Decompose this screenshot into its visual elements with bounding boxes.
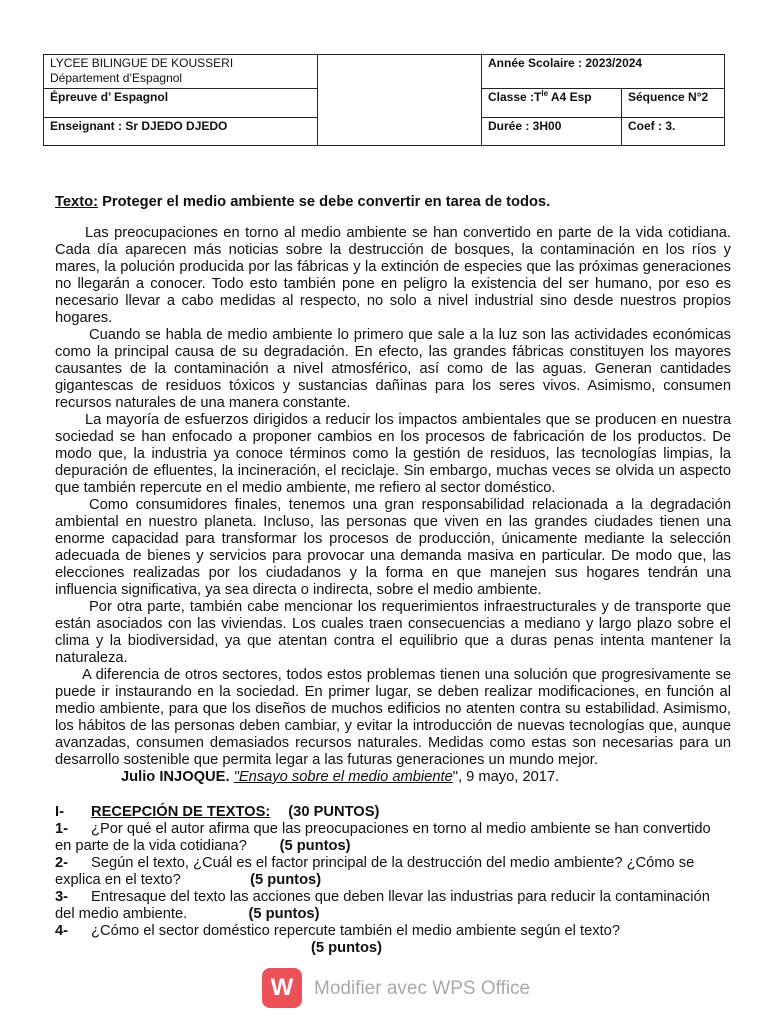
coefficient: Coef : 3. (622, 117, 725, 145)
header-table (43, 54, 725, 146)
teacher-name: Enseignant : Sr DJEDO DJEDO (44, 117, 318, 145)
blank-cell (318, 55, 482, 146)
wps-watermark (262, 968, 542, 1012)
section-heading: I- RECEPCIÓN DE TEXTOS: (30 PUNTOS) (55, 804, 380, 820)
school-year: Année Scolaire : 2023/2024 (482, 55, 725, 89)
sequence: Séquence N°2 (622, 89, 725, 117)
author-citation: Julio INJOQUE. "Ensayo sobre el medio ambiente", 9 mayo, 2017. (121, 769, 560, 785)
school-cell (44, 55, 318, 89)
school-name: LYCEE BILINGUE DE KOUSSERI (50, 56, 234, 70)
paragraph-4: Como consumidores finales, tenemos una gran responsabilidad relacionada a la degradación ambiental en nuestro planeta. Incluso, las personas que viven en las grandes ciudades tienen una enorme capacidad para transformar los procesos de producción, únicamente mediante la selección adecuada de bienes y servicios para provocar una demanda masiva en particular. De modo que, las elecciones realizadas por los ciudadanos y la forma en que manejen sus hogares tendrán una influencia significativa, ya sea directa o indirecta, sobre el medio ambiente. (55, 497, 731, 598)
paragraph-6: A diferencia de otros sectores, todos estos problemas tienen una solución que progresivamente se puede ir instaurando en la sociedad. En primer lugar, se deben realizar modificaciones, en función al medio ambiente, para que los diseños de muchos edificios no atenten contra su estabilidad. Asimismo, los hábitos de las personas deben cambiar, y evitar la introducción de nuevas tecnologías que, aunque avanzadas, consumen demasiados recursos naturales. Medidas como estas son necesarias para un desarrollo sostenible que permita legar a las futuras generaciones un mundo mejor. (55, 667, 731, 768)
wps-logo-icon: W (262, 968, 302, 1008)
question-2: 2- Según el texto, ¿Cuál es el factor principal de la destrucción del medio ambiente? ¿Cómo se explica en el texto? (5 puntos) (55, 855, 695, 888)
paragraph-1: Las preocupaciones en torno al medio ambiente se han convertido en parte de la vida cotidiana. Cada día aparecen más noticias sobre la destrucción de bosques, la contaminación en los ríos y mares, la polución producida por las fábricas y la extinción de especies que las próximas generaciones no llegarán a conocer. Todo esto también pone en peligro la existencia del ser humano, por eso es necesario llevar a cabo medidas al respecto, no solo a nivel industrial sino desde nuestros propios hogares. (55, 225, 731, 326)
paragraph-5: Por otra parte, también cabe mencionar los requerimientos infraestructurales y de transporte que están asociados con las viviendas. Los cuales traen consecuencias a mediano y largo plazo sobre el clima y la biodiversidad, ya que atentan contra el equilibrio que a duras penas intenta mantener la naturaleza. (55, 599, 731, 666)
question-1: 1- ¿Por qué el autor afirma que las preocupaciones en torno al medio ambiente se han convertido en parte de la vida cotidiana? (5 puntos) (55, 821, 711, 854)
department-name: Département d’Espagnol (50, 71, 183, 85)
exam-name: Épreuve d’ Espagnol (44, 89, 318, 117)
paragraph-2: Cuando se habla de medio ambiente lo primero que sale a la luz son las actividades económicas como la principal causa de su degradación. En efecto, las grandes fábricas constituyen los mayores causantes de la contaminación a nivel atmosférico, así como de las aguas. Generan cantidades gigantescas de residuos tóxicos y sustancias dañinas para los seres vivos. Asimismo, consumen recursos naturales de una manera constante. (55, 327, 731, 411)
question-4: 4- ¿Cómo el sector doméstico repercute también el medio ambiente según el texto? (5 puntos) (55, 923, 621, 956)
text-title: Texto: Proteger el medio ambiente se debe convertir en tarea de todos. (55, 194, 551, 210)
class-cell: Classe $:T^{le}$ A4 Esp (482, 89, 622, 117)
paragraph-3: La mayoría de esfuerzos dirigidos a reducir los impactos ambientales que se producen en nuestra sociedad se han enfocado a proponer cambios en los procesos de fabricación de los productos. De modo que, la industria ya conoce términos como la gestión de residuos, las tecnologías limpias, la depuración de efluentes, la incineración, el reciclaje. Sin embargo, muchas veces se olvida un aspecto que también repercute en el medio ambiente, me refiero al sector doméstico. (55, 412, 731, 496)
document-body (55, 192, 731, 957)
duration: Durée : 3H00 (482, 117, 622, 145)
watermark-text: Modifier avec WPS Office (314, 978, 531, 999)
question-3: 3- Entresaque del texto las acciones que deben llevar las industrias para reducir la contaminación del medio ambiente. (5 puntos) (55, 889, 710, 922)
